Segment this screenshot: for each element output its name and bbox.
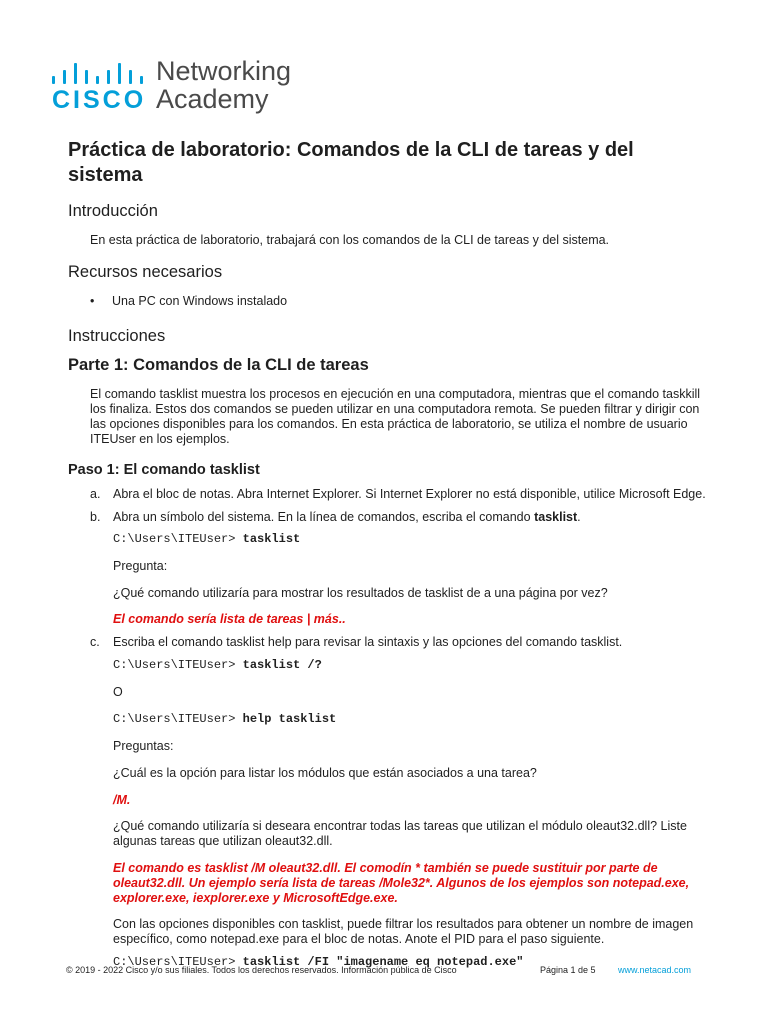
command-line: C:\Users\ITEUser> tasklist /? <box>113 658 322 672</box>
resources-heading: Recursos necesarios <box>68 263 223 281</box>
document-body <box>68 138 708 970</box>
cisco-networking-academy-logo <box>52 56 312 118</box>
logo-academy: Academy <box>156 84 269 114</box>
command-line: C:\Users\ITEUser> tasklist <box>113 532 301 546</box>
logo-networking: Networking <box>156 56 292 86</box>
answer-text: El comando es tasklist /M oleaut32.dll. El comodín * también se puede sustituir por parte de oleaut32.dll. Un ejemplo sería lista de tareas /Mole32*. Algunos de los ejemplos son notepad.exe, explorer.exe, iexplorer.exe y MicrosoftEdge.exe. <box>113 861 690 905</box>
or-text: O <box>113 685 123 699</box>
part1-text: El comando tasklist muestra los procesos en ejecución en una computadora, mientras que el comando taskkill los finaliza. Estos dos comandos se pueden utilizar en una computadora remota. Se pueden filtrar y dirigir con las opciones disponibles para los comandos. En esta práctica de laboratorio, se utiliza el nombre de usuario ITEUser en los ejemplos. <box>90 387 701 446</box>
step-b: b. Abra un símbolo del sistema. En la línea de comandos, escriba el comando tasklist. <box>90 510 581 524</box>
step-a: a. Abra el bloc de notas. Abra Internet Explorer. Si Internet Explorer no está disponible, utilice Microsoft Edge. <box>90 487 706 501</box>
question-text: ¿Qué comando utilizaría si deseara encontrar todas las tareas que utilizan el módulo oleaut32.dll? Liste algunas tareas que utilizan oleaut32.dll. <box>113 819 687 848</box>
command-line: C:\Users\ITEUser> tasklist /FI "imagename eq notepad.exe" <box>113 955 524 969</box>
copyright-text: © 2019 - 2022 Cisco y/o sus filiales. Todos los derechos reservados. Información pública de Cisco <box>66 965 457 975</box>
part1-heading: Parte 1: Comandos de la CLI de tareas <box>68 356 369 374</box>
resource-item: • Una PC con Windows instalado <box>90 294 288 308</box>
question-text: ¿Qué comando utilizaría para mostrar los resultados de tasklist de a una página por vez? <box>113 586 608 600</box>
cisco-wordmark: CISCO <box>52 86 147 114</box>
instructions-heading: Instrucciones <box>68 327 166 345</box>
command-line: C:\Users\ITEUser> help tasklist <box>113 712 337 726</box>
question-label: Preguntas: <box>113 739 174 753</box>
cisco-bars-icon <box>52 60 148 84</box>
question-label: Pregunta: <box>113 559 168 573</box>
page-number: Página 1 de 5 <box>540 965 596 975</box>
page-title: Práctica de laboratorio: Comandos de la CLI de tareas y del sistema <box>68 139 634 186</box>
bullet-icon: • <box>90 294 95 308</box>
step-c: c. Escriba el comando tasklist help para revisar la sintaxis y las opciones del comando tasklist. <box>90 635 623 649</box>
answer-text: El comando sería lista de tareas | más.. <box>113 612 346 626</box>
step1-heading: Paso 1: El comando tasklist <box>68 462 260 478</box>
instruction-text: Con las opciones disponibles con tasklist, puede filtrar los resultados para obtener un nombre de imagen específico, como notepad.exe para el bloc de notas. Anote el PID para el paso siguiente. <box>113 917 694 946</box>
intro-heading: Introducción <box>68 202 158 220</box>
netacad-link[interactable]: www.netacad.com <box>618 965 692 975</box>
intro-text: En esta práctica de laboratorio, trabajará con los comandos de la CLI de tareas y del sistema. <box>90 233 610 247</box>
question-text: ¿Cuál es la opción para listar los módulos que están asociados a una tarea? <box>113 766 537 780</box>
answer-text: /M. <box>113 793 131 807</box>
